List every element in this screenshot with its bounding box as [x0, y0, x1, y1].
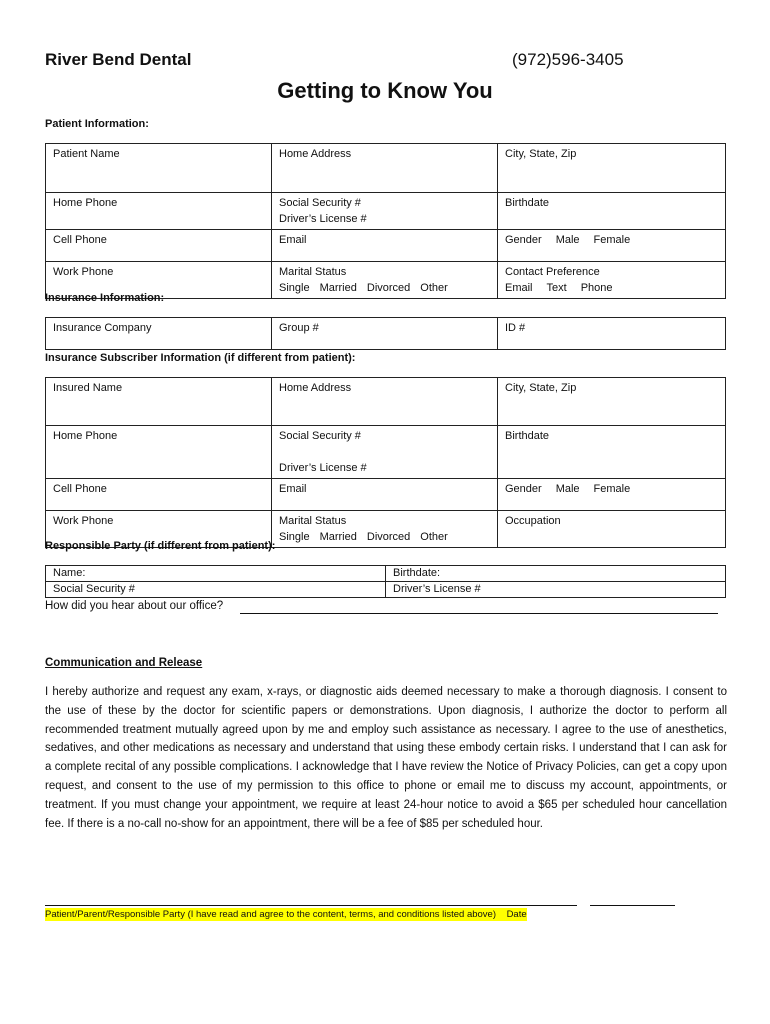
- subscriber-home-phone-field[interactable]: [46, 426, 272, 479]
- subscriber-info-heading: Insurance Subscriber Information (if different from patient):: [45, 352, 356, 364]
- signature-line[interactable]: [45, 905, 577, 906]
- insurance-company-field[interactable]: [46, 318, 272, 350]
- patient-cell-phone-field[interactable]: [46, 230, 272, 262]
- ssn-label: Social Security #: [279, 197, 361, 209]
- marital-divorced-option[interactable]: Divorced: [366, 282, 411, 294]
- marital-single-option[interactable]: Single: [279, 282, 310, 294]
- insured-name-field[interactable]: [46, 378, 272, 426]
- drivers-license-label: Driver’s License #: [279, 213, 367, 225]
- cell-phone-label: Cell Phone: [53, 234, 107, 246]
- marital-other-option[interactable]: Other: [420, 282, 448, 294]
- responsible-drivers-license-field[interactable]: [386, 582, 726, 598]
- insurance-group-field[interactable]: [272, 318, 498, 350]
- group-number-label: Group #: [279, 322, 319, 334]
- insurance-company-label: Insurance Company: [53, 322, 152, 334]
- patient-name-label: Patient Name: [53, 148, 120, 160]
- patient-city-state-zip-field[interactable]: [498, 144, 726, 193]
- subscriber-city-state-zip-field[interactable]: [498, 378, 726, 426]
- marital-married-option[interactable]: Married: [319, 282, 357, 294]
- work-phone-label: Work Phone: [53, 266, 114, 278]
- patient-info-table: [45, 143, 726, 299]
- gender-female-option[interactable]: Female: [593, 483, 631, 495]
- signature-label: Patient/Parent/Responsible Party (I have read and agree to the content, terms, and conditions listed above): [45, 909, 496, 920]
- contact-email-option[interactable]: Email: [505, 282, 533, 294]
- subscriber-occupation-field[interactable]: [498, 511, 726, 548]
- subscriber-info-table: [45, 377, 726, 548]
- responsible-party-heading: Responsible Party (if different from patient):: [45, 540, 276, 552]
- work-phone-label: Work Phone: [53, 515, 114, 527]
- name-label: Name:: [53, 567, 86, 579]
- patient-marital-status-field[interactable]: [272, 262, 498, 299]
- contact-phone-option[interactable]: Phone: [580, 282, 613, 294]
- contact-preference-label: Contact Preference: [505, 266, 600, 278]
- release-heading: Communication and Release: [45, 657, 203, 669]
- home-phone-label: Home Phone: [53, 197, 118, 209]
- marital-status-label: Marital Status: [279, 515, 347, 527]
- subscriber-birthdate-field[interactable]: [498, 426, 726, 479]
- home-phone-label: Home Phone: [53, 430, 118, 442]
- marital-status-label: Marital Status: [279, 266, 347, 278]
- subscriber-marital-status-field[interactable]: [272, 511, 498, 548]
- marital-married-option[interactable]: Married: [319, 531, 357, 543]
- insurance-id-field[interactable]: [498, 318, 726, 350]
- patient-home-phone-field[interactable]: [46, 193, 272, 230]
- patient-ssn-field[interactable]: [272, 193, 498, 230]
- responsible-birthdate-field[interactable]: [386, 566, 726, 582]
- occupation-label: Occupation: [505, 515, 561, 527]
- marital-divorced-option[interactable]: Divorced: [366, 531, 411, 543]
- responsible-ssn-field[interactable]: [46, 582, 386, 598]
- marital-single-option[interactable]: Single: [279, 531, 310, 543]
- gender-label: Gender: [505, 483, 542, 495]
- date-line[interactable]: [590, 905, 675, 906]
- referral-answer-line[interactable]: [240, 613, 718, 614]
- home-address-label: Home Address: [279, 148, 352, 160]
- insurance-info-heading: Insurance Information:: [45, 292, 165, 304]
- marital-other-option[interactable]: Other: [420, 531, 448, 543]
- contact-text-option[interactable]: Text: [546, 282, 567, 294]
- drivers-license-label: Driver’s License #: [393, 583, 481, 595]
- birthdate-label: Birthdate: [505, 197, 550, 209]
- insured-name-label: Insured Name: [53, 382, 123, 394]
- gender-male-option[interactable]: Male: [555, 234, 580, 246]
- date-label: Date: [506, 909, 527, 920]
- city-state-zip-label: City, State, Zip: [505, 382, 577, 394]
- practice-phone: (972)596-3405: [512, 50, 624, 69]
- subscriber-home-address-field[interactable]: [272, 378, 498, 426]
- home-address-label: Home Address: [279, 382, 352, 394]
- ssn-label: Social Security #: [279, 430, 361, 442]
- gender-female-option[interactable]: Female: [593, 234, 631, 246]
- subscriber-email-field[interactable]: [272, 479, 498, 511]
- birthdate-label: Birthdate: [505, 430, 550, 442]
- subscriber-gender-field[interactable]: [498, 479, 726, 511]
- subscriber-cell-phone-field[interactable]: [46, 479, 272, 511]
- patient-contact-preference-field[interactable]: [498, 262, 726, 299]
- gender-label: Gender: [505, 234, 542, 246]
- patient-gender-field[interactable]: [498, 230, 726, 262]
- responsible-name-field[interactable]: [46, 566, 386, 582]
- page-title: Getting to Know You: [277, 78, 493, 103]
- patient-name-field[interactable]: [46, 144, 272, 193]
- insurance-info-table: [45, 317, 726, 350]
- referral-question: How did you hear about our office?: [45, 600, 224, 612]
- email-label: Email: [279, 483, 307, 495]
- city-state-zip-label: City, State, Zip: [505, 148, 577, 160]
- patient-birthdate-field[interactable]: [498, 193, 726, 230]
- email-label: Email: [279, 234, 307, 246]
- birthdate-label: Birthdate:: [393, 567, 441, 579]
- release-text: I hereby authorize and request any exam, x-rays, or diagnostic aids deemed necessary to make a thorough diagnosis. I consent to the use of these by the doctor for scientific papers or demonstrations. Upon diagnosis, I authorize the doctor to perform all recommended treatment mutually agreed upon by me and employ such assistance as necessary. I agree to the use of anesthetics, sedatives, and other medications as necessary and understand that using these embody certain risks. I understand that I can ask for a complete recital of any possible complications. I acknowledge that I have review the Notice of Privacy Policies, can get a copy upon request, and consent to the use of my permission to this office to phone or email me to discuss my account, appointments, or treatment. If you must change your appointment, we require at least 24-hour notice to avoid a $65 per scheduled hour cancellation fee. If there is a no-call no-show for an appointment, there will be a fee of $85 per scheduled hour.: [45, 686, 727, 830]
- patient-info-heading: Patient Information:: [45, 118, 149, 130]
- signature-labels: [45, 908, 527, 921]
- drivers-license-label: Driver’s License #: [279, 462, 367, 474]
- gender-male-option[interactable]: Male: [555, 483, 580, 495]
- subscriber-ssn-field[interactable]: [272, 426, 498, 479]
- patient-email-field[interactable]: [272, 230, 498, 262]
- id-number-label: ID #: [505, 322, 526, 334]
- patient-home-address-field[interactable]: [272, 144, 498, 193]
- responsible-party-table: [45, 565, 726, 598]
- practice-name: River Bend Dental: [45, 50, 192, 69]
- ssn-label: Social Security #: [53, 583, 135, 595]
- cell-phone-label: Cell Phone: [53, 483, 107, 495]
